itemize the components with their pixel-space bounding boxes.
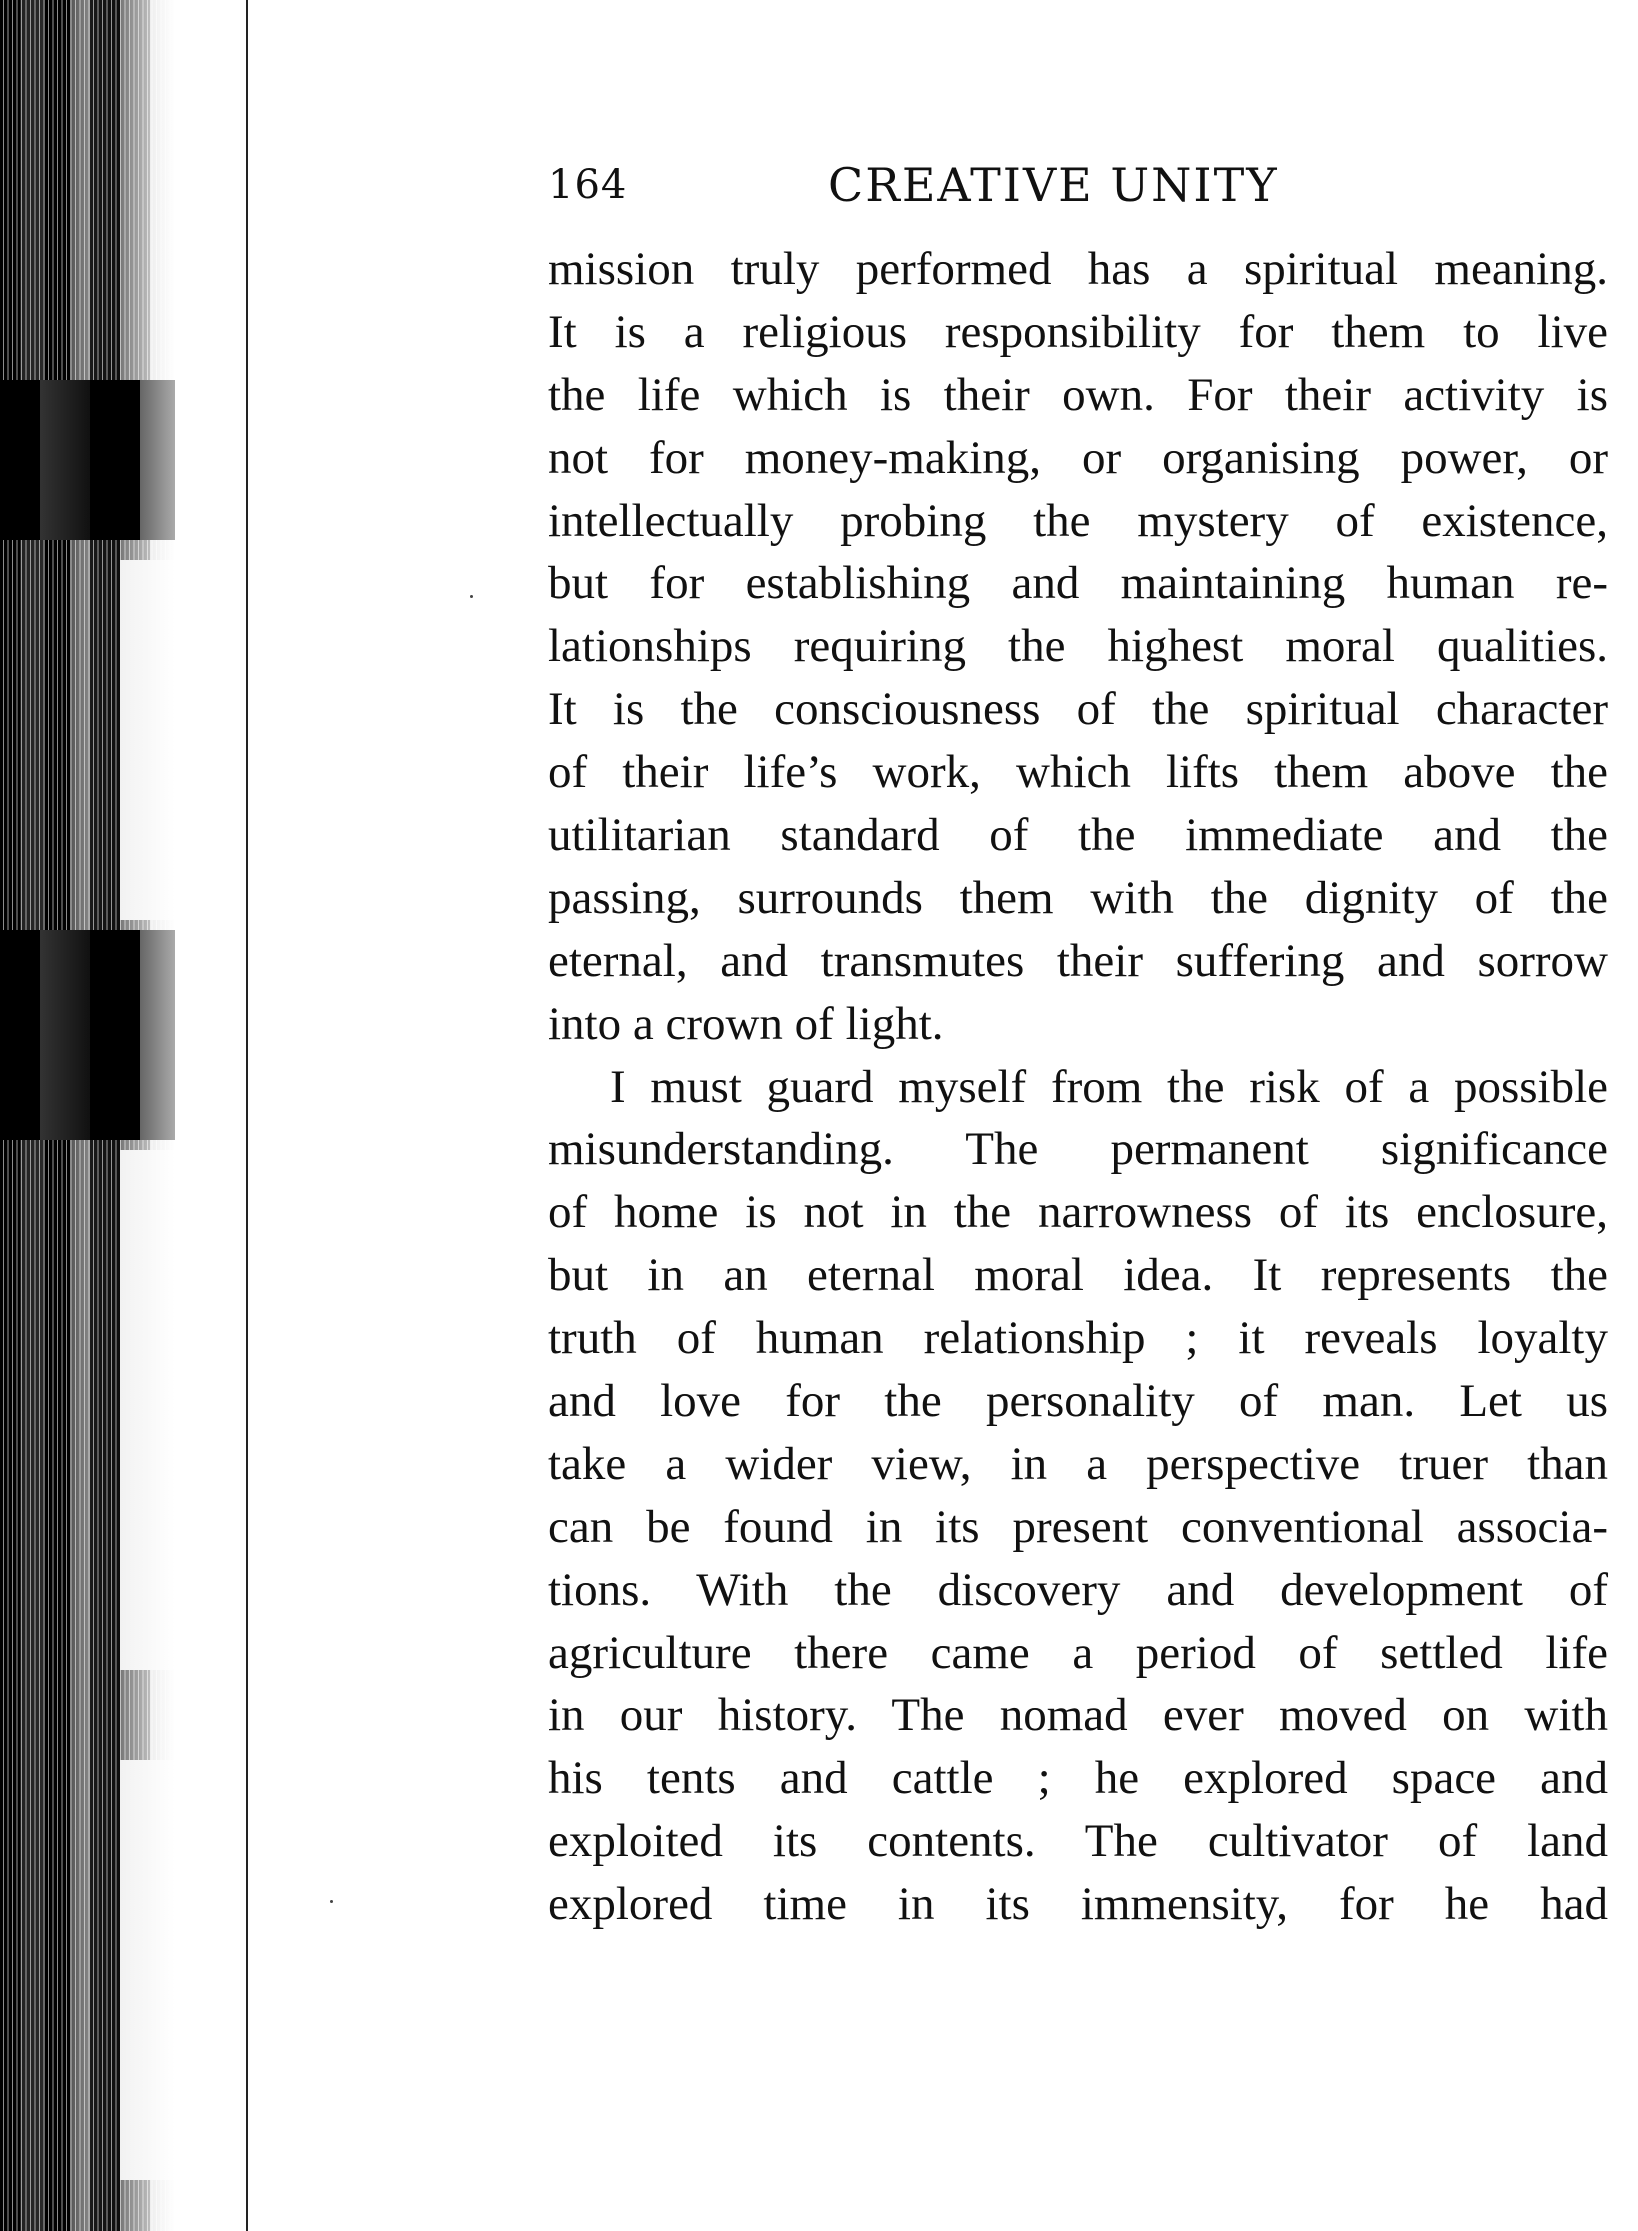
page-header	[548, 150, 1608, 220]
scan-speck	[330, 1900, 333, 1903]
text-line: into a crown of light.	[548, 997, 944, 1050]
page-number: 164	[548, 162, 628, 208]
text-line: not for money-making, or organising power, or	[548, 431, 1608, 484]
gutter-edge-line	[246, 0, 248, 2231]
text-line: truth of human relationship ; it reveals loyalty	[548, 1312, 1608, 1365]
text-line: but in an eternal moral idea. It represents the	[548, 1249, 1608, 1302]
text-line: intellectually probing the mystery of existence,	[548, 494, 1608, 547]
text-line: lationships requiring the highest moral qualities.	[548, 620, 1608, 673]
text-line: misunderstanding. The permanent significance	[548, 1123, 1608, 1176]
text-line: passing, surrounds them with the dignity of the	[548, 871, 1608, 924]
text-line: can be found in its present conventional associa-	[548, 1500, 1608, 1553]
book-spine-gutter	[0, 0, 250, 2231]
text-line: It is a religious responsibility for them to live	[548, 305, 1608, 358]
text-line: mission truly performed has a spiritual meaning.	[548, 243, 1608, 295]
text-line: It is the consciousness of the spiritual character	[548, 683, 1608, 736]
scan-speck	[470, 595, 473, 598]
text-line: tions. With the discovery and development of	[548, 1563, 1608, 1616]
spine-shadow-band	[0, 380, 175, 540]
spine-light-band	[120, 1760, 175, 2180]
text-line: utilitarian standard of the immediate and the	[548, 809, 1608, 862]
spine-shadow-band	[0, 930, 175, 1140]
text-line: the life which is their own. For their activity is	[548, 368, 1608, 421]
text-line: of home is not in the narrowness of its enclosure,	[548, 1186, 1608, 1239]
text-line: of their life’s work, which lifts them above the	[548, 746, 1608, 799]
body-text	[548, 238, 1608, 1936]
text-line: take a wider view, in a perspective truer than	[548, 1437, 1608, 1490]
text-line: explored time in its immensity, for he had	[548, 1878, 1608, 1931]
text-line: and love for the personality of man. Let us	[548, 1375, 1608, 1428]
text-line: eternal, and transmutes their suffering and sorrow	[548, 934, 1608, 987]
spine-light-band	[120, 1150, 175, 1670]
running-head: CREATIVE UNITY	[828, 158, 1279, 212]
paragraph-1	[548, 238, 1608, 1056]
text-line: in our history. The nomad ever moved on with	[548, 1689, 1608, 1742]
text-line: I must guard myself from the risk of a possible	[610, 1060, 1608, 1113]
spine-light-band	[120, 560, 175, 920]
text-line: agriculture there came a period of settled life	[548, 1626, 1608, 1679]
text-line: but for establishing and maintaining human re-	[548, 557, 1608, 610]
paragraph-2	[548, 1056, 1608, 1936]
text-line: exploited its contents. The cultivator of land	[548, 1815, 1608, 1868]
text-line: his tents and cattle ; he explored space and	[548, 1752, 1608, 1805]
book-page	[548, 150, 1608, 1936]
